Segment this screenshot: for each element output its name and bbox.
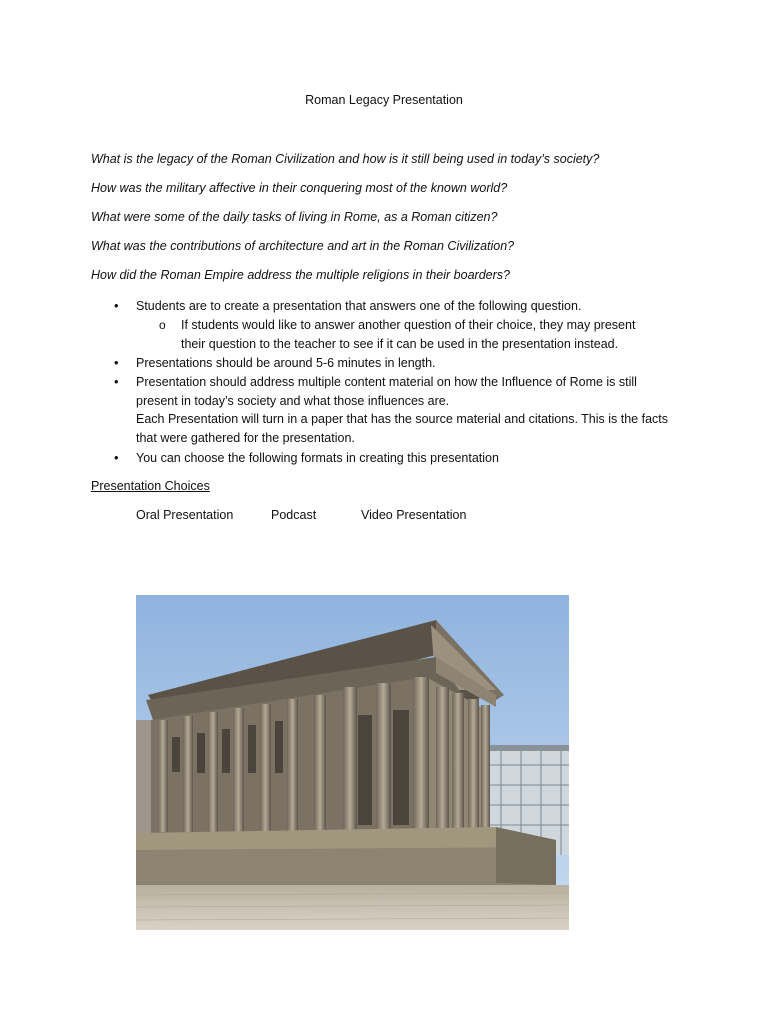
- bullet-text: Presentations should be around 5-6 minutes in length.: [136, 356, 436, 370]
- bullet-item: [114, 354, 696, 373]
- bullet-marker: •: [114, 355, 119, 370]
- bullet-line-4: that were gathered for the presentation.: [136, 430, 355, 445]
- bullet-text: Students are to create a presentation that answers one of the following question.: [136, 299, 582, 313]
- question-3: What were some of the daily tasks of living in Rome, as a Roman citizen?: [91, 210, 498, 224]
- question-4: What was the contributions of architecture and art in the Roman Civilization?: [91, 239, 515, 253]
- question-5: How did the Roman Empire address the multiple religions in their boarders?: [91, 268, 510, 282]
- question-1: What is the legacy of the Roman Civilization and how is it still being used in today’s society?: [91, 152, 600, 166]
- document-title: Roman Legacy Presentation: [305, 93, 463, 107]
- choice-podcast: Podcast: [271, 508, 317, 522]
- bullet-line-3: Each Presentation will turn in a paper that has the source material and citations. This is the facts: [136, 412, 668, 426]
- bullet-item: [114, 449, 696, 468]
- sub-bullet-item: [159, 316, 671, 353]
- choice-oral: Oral Presentation: [136, 508, 234, 522]
- bullet-item: [114, 373, 696, 447]
- bullet-line-1: Presentation should address multiple content material on how the Influence of Rome is still: [136, 375, 637, 389]
- question-2: How was the military affective in their conquering most of the known world?: [91, 181, 508, 195]
- presentation-choices-heading: Presentation Choices: [91, 479, 210, 493]
- bullet-marker: •: [114, 298, 119, 313]
- roman-temple-photo: [136, 595, 569, 930]
- bullet-marker: •: [114, 374, 119, 389]
- choice-video: Video Presentation: [361, 508, 467, 522]
- sub-bullet-line-2: their question to the teacher to see if it can be used in the presentation instead.: [181, 336, 619, 351]
- sub-bullet-marker: o: [159, 318, 166, 332]
- bullet-marker: •: [114, 450, 119, 465]
- sub-bullet-line-1: If students would like to answer another question of their choice, they may present: [181, 318, 636, 332]
- bullet-line-2: present in today’s society and what those influences are.: [136, 393, 450, 408]
- bullet-text: You can choose the following formats in creating this presentation: [136, 451, 499, 465]
- bullet-item: [114, 297, 696, 316]
